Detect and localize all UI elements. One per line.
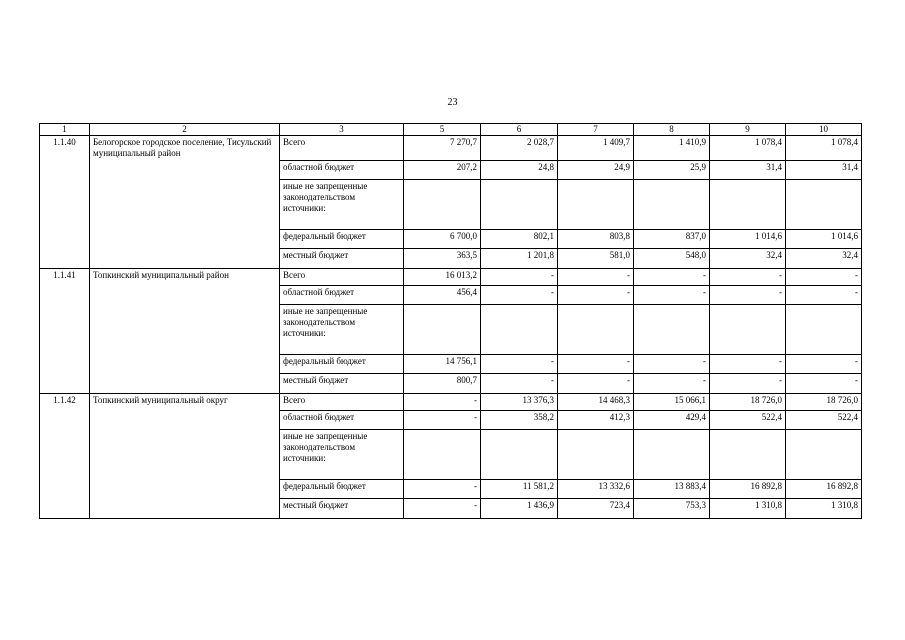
amount-cell: 1 410,9	[634, 136, 710, 161]
amount-cell: 15 066,1	[634, 393, 710, 410]
item-code-cell	[40, 354, 90, 373]
funding-source-label: местный бюджет	[280, 248, 404, 268]
amount-cell: 723,4	[558, 498, 634, 518]
funding-source-label: иные не запрещенные законодательством источники:	[280, 304, 404, 354]
funding-source-label: Всего	[280, 136, 404, 161]
item-code-cell	[40, 304, 90, 354]
table-row	[40, 229, 862, 248]
item-code-cell	[40, 248, 90, 268]
amount-cell: 16 013,2	[404, 268, 481, 285]
amount-cell: 800,7	[404, 373, 481, 393]
column-number-header: 5	[404, 124, 481, 136]
amount-cell: 25,9	[634, 160, 710, 179]
item-code-cell	[40, 229, 90, 248]
amount-cell: 358,2	[481, 410, 558, 429]
table-row	[40, 393, 862, 410]
amount-cell	[481, 304, 558, 354]
amount-cell: 1 201,8	[481, 248, 558, 268]
amount-cell: 31,4	[786, 160, 862, 179]
amount-cell: -	[481, 373, 558, 393]
item-code: 1.1.40	[40, 136, 90, 161]
amount-cell: 1 436,9	[481, 498, 558, 518]
amount-cell	[786, 304, 862, 354]
municipality-name-cell	[90, 479, 280, 498]
amount-cell: 1 014,6	[786, 229, 862, 248]
table-header-row	[40, 124, 862, 136]
amount-cell: 363,5	[404, 248, 481, 268]
municipality-name-cell	[90, 179, 280, 229]
amount-cell: 13 332,6	[558, 479, 634, 498]
amount-cell: 6 700,0	[404, 229, 481, 248]
funding-source-label: федеральный бюджет	[280, 354, 404, 373]
amount-cell: 7 270,7	[404, 136, 481, 161]
amount-cell: -	[710, 285, 786, 304]
amount-cell: -	[710, 268, 786, 285]
amount-cell	[558, 304, 634, 354]
municipality-name-cell	[90, 304, 280, 354]
amount-cell: 32,4	[710, 248, 786, 268]
funding-source-label: федеральный бюджет	[280, 229, 404, 248]
amount-cell: -	[558, 268, 634, 285]
amount-cell: 207,2	[404, 160, 481, 179]
amount-cell: -	[786, 354, 862, 373]
amount-cell: -	[404, 410, 481, 429]
column-number-header: 2	[90, 124, 280, 136]
amount-cell	[481, 179, 558, 229]
table-row	[40, 179, 862, 229]
amount-cell: -	[404, 479, 481, 498]
funding-source-label: Всего	[280, 393, 404, 410]
amount-cell: 802,1	[481, 229, 558, 248]
amount-cell: -	[634, 354, 710, 373]
column-number-header: 3	[280, 124, 404, 136]
amount-cell: -	[786, 268, 862, 285]
amount-cell: 18 726,0	[786, 393, 862, 410]
amount-cell: 1 409,7	[558, 136, 634, 161]
page-number: 23	[447, 97, 458, 108]
amount-cell	[634, 429, 710, 479]
amount-cell	[786, 179, 862, 229]
municipality-name: Топкинский муниципальный округ	[90, 393, 280, 410]
table-row	[40, 410, 862, 429]
amount-cell: 837,0	[634, 229, 710, 248]
amount-cell	[404, 429, 481, 479]
amount-cell: 1 078,4	[786, 136, 862, 161]
amount-cell	[710, 304, 786, 354]
table-row	[40, 285, 862, 304]
table-row	[40, 479, 862, 498]
amount-cell: -	[404, 393, 481, 410]
amount-cell: 16 892,8	[710, 479, 786, 498]
amount-cell: 412,3	[558, 410, 634, 429]
item-code-cell	[40, 179, 90, 229]
amount-cell: -	[481, 285, 558, 304]
item-code-cell	[40, 160, 90, 179]
amount-cell: 1 310,8	[710, 498, 786, 518]
table-row	[40, 304, 862, 354]
amount-cell	[558, 179, 634, 229]
table-row	[40, 354, 862, 373]
municipality-name: Топкинский муниципальный район	[90, 268, 280, 285]
column-number-header: 9	[710, 124, 786, 136]
amount-cell: -	[786, 373, 862, 393]
municipality-name-cell	[90, 229, 280, 248]
amount-cell	[634, 304, 710, 354]
table-row	[40, 429, 862, 479]
amount-cell: 16 892,8	[786, 479, 862, 498]
amount-cell: 429,4	[634, 410, 710, 429]
amount-cell	[404, 179, 481, 229]
amount-cell: -	[404, 498, 481, 518]
table-row	[40, 160, 862, 179]
amount-cell: -	[558, 373, 634, 393]
municipality-name-cell	[90, 373, 280, 393]
amount-cell: 24,8	[481, 160, 558, 179]
municipality-name-cell	[90, 354, 280, 373]
amount-cell: 2 028,7	[481, 136, 558, 161]
column-number-header: 6	[481, 124, 558, 136]
table-row	[40, 268, 862, 285]
funding-source-label: областной бюджет	[280, 410, 404, 429]
amount-cell: 11 581,2	[481, 479, 558, 498]
amount-cell	[481, 429, 558, 479]
amount-cell	[634, 179, 710, 229]
amount-cell: -	[710, 373, 786, 393]
amount-cell: 32,4	[786, 248, 862, 268]
amount-cell: 14 468,3	[558, 393, 634, 410]
amount-cell: 1 078,4	[710, 136, 786, 161]
item-code-cell	[40, 285, 90, 304]
item-code-cell	[40, 498, 90, 518]
funding-source-label: Всего	[280, 268, 404, 285]
amount-cell	[710, 429, 786, 479]
column-number-header: 8	[634, 124, 710, 136]
amount-cell: 31,4	[710, 160, 786, 179]
municipality-name: Белогорское городское поселение, Тисульский муниципальный район	[90, 136, 280, 161]
amount-cell: 18 726,0	[710, 393, 786, 410]
amount-cell	[404, 304, 481, 354]
amount-cell: 548,0	[634, 248, 710, 268]
amount-cell: -	[634, 268, 710, 285]
amount-cell: -	[481, 268, 558, 285]
amount-cell: -	[710, 354, 786, 373]
item-code-cell	[40, 373, 90, 393]
municipality-name-cell	[90, 429, 280, 479]
amount-cell: 13 883,4	[634, 479, 710, 498]
table-row	[40, 248, 862, 268]
table-row	[40, 136, 862, 161]
amount-cell: -	[634, 285, 710, 304]
funding-source-label: областной бюджет	[280, 285, 404, 304]
amount-cell: 24,9	[558, 160, 634, 179]
amount-cell: -	[558, 354, 634, 373]
amount-cell: 456,4	[404, 285, 481, 304]
funding-source-label: федеральный бюджет	[280, 479, 404, 498]
item-code: 1.1.41	[40, 268, 90, 285]
funding-source-label: областной бюджет	[280, 160, 404, 179]
amount-cell: -	[634, 373, 710, 393]
amount-cell: 14 756,1	[404, 354, 481, 373]
item-code-cell	[40, 479, 90, 498]
funding-source-label: иные не запрещенные законодательством источники:	[280, 429, 404, 479]
amount-cell: 1 014,6	[710, 229, 786, 248]
funding-source-label: местный бюджет	[280, 498, 404, 518]
amount-cell	[558, 429, 634, 479]
amount-cell: 1 310,8	[786, 498, 862, 518]
amount-cell: -	[786, 285, 862, 304]
budget-table	[39, 123, 862, 519]
municipality-name-cell	[90, 498, 280, 518]
amount-cell	[710, 179, 786, 229]
column-number-header: 7	[558, 124, 634, 136]
amount-cell: 753,3	[634, 498, 710, 518]
municipality-name-cell	[90, 160, 280, 179]
municipality-name-cell	[90, 285, 280, 304]
column-number-header: 1	[40, 124, 90, 136]
amount-cell: 581,0	[558, 248, 634, 268]
amount-cell: 522,4	[710, 410, 786, 429]
amount-cell	[786, 429, 862, 479]
item-code-cell	[40, 429, 90, 479]
column-number-header: 10	[786, 124, 862, 136]
table-row	[40, 373, 862, 393]
item-code: 1.1.42	[40, 393, 90, 410]
amount-cell: 13 376,3	[481, 393, 558, 410]
amount-cell: 522,4	[786, 410, 862, 429]
municipality-name-cell	[90, 248, 280, 268]
amount-cell: -	[481, 354, 558, 373]
municipality-name-cell	[90, 410, 280, 429]
funding-source-label: иные не запрещенные законодательством источники:	[280, 179, 404, 229]
item-code-cell	[40, 410, 90, 429]
table-row	[40, 498, 862, 518]
amount-cell: 803,8	[558, 229, 634, 248]
funding-source-label: местный бюджет	[280, 373, 404, 393]
amount-cell: -	[558, 285, 634, 304]
